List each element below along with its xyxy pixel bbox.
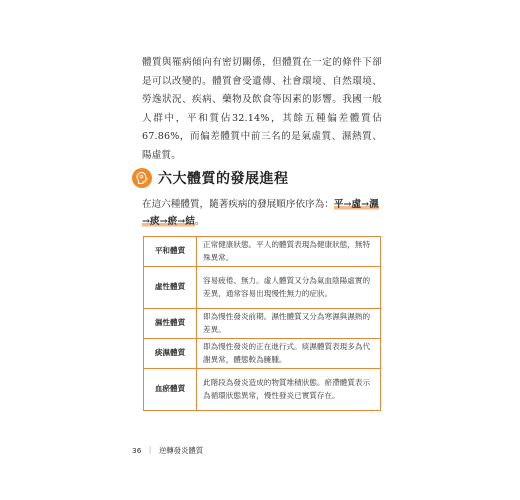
section-heading — [132, 165, 392, 191]
table-row — [144, 339, 381, 369]
type-desc-cell: 即為慢性發炎前期。濕性體質又分為寒濕與濕熱的差異。 — [197, 309, 381, 339]
table-row — [144, 267, 381, 309]
footer-separator: ｜ — [146, 446, 154, 455]
type-desc-cell: 即為慢性發炎的正在進行式。痰濕體質表現多為代謝異常，體態較為臃腫。 — [197, 339, 381, 369]
page-number: 36 — [132, 446, 142, 455]
head-profile-icon — [132, 168, 152, 188]
type-name-cell: 痰濕體質 — [144, 339, 197, 369]
type-desc-cell: 此階段為發炎造成的物質堆積狀態。瘀滯體質表示為循環狀態異常，慢性發炎已實質存在。 — [197, 369, 381, 411]
type-name-cell: 平和體質 — [144, 237, 197, 267]
constitution-table — [143, 236, 381, 411]
section-title: 六大體質的發展進程 — [158, 171, 289, 187]
table-row — [144, 309, 381, 339]
type-desc-cell: 正常健康狀態。平人的體質表現為健康狀態，無特殊異常。 — [197, 237, 381, 267]
intro-paragraph — [142, 54, 382, 166]
progression-paragraph — [142, 196, 382, 230]
table-row — [144, 237, 381, 267]
type-name-cell: 濕性體質 — [144, 309, 197, 339]
progression-lead: 在這六種體質，隨著疾病的發展順序依序為： — [142, 199, 334, 210]
running-title: 逆轉發炎體質 — [158, 446, 204, 455]
intro-text: 體質與罹病傾向有密切關係，但體質在一定的條件下卻是可以改變的。體質會受遺傳、社會環境、自然環境、勞逸狀況、疾病、藥物及飲食等因素的影響。我國一般人群中，平和質佔32.14%，其餘五種偏差體質佔67.86%，而偏差體質中前三名的是氣虛質、濕熱質、陽虛質。 — [142, 57, 382, 161]
type-desc-cell: 容易疲倦、無力。虛人體質又分為氣血陰陽虛實的差異，通常容易出現慢性無力的症狀。 — [197, 267, 381, 309]
progression-sequence: 平→虛→濕→痰→瘀→結 — [142, 199, 379, 227]
table-row — [144, 369, 381, 411]
type-name-cell: 血瘀體質 — [144, 369, 197, 411]
type-name-cell: 虛性體質 — [144, 267, 197, 309]
page-footer — [132, 445, 203, 456]
progression-end: 。 — [194, 216, 205, 227]
